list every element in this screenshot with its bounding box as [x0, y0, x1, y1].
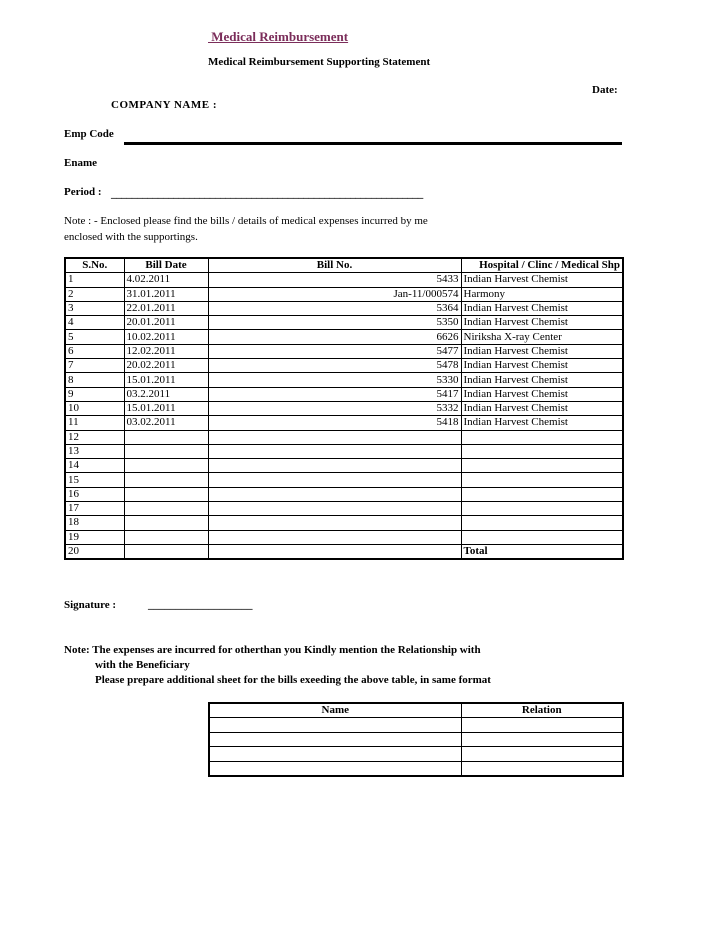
hospital-cell: Indian Harvest Chemist — [461, 344, 623, 358]
sno-cell: 15 — [65, 473, 124, 487]
hospital-cell — [461, 444, 623, 458]
bill-date-cell — [124, 544, 208, 559]
bill-date-cell — [124, 459, 208, 473]
relationship-note-line-1: Note: The expenses are incurred for otherthan you Kindly mention the Relationship with — [64, 644, 481, 656]
ename-label: Ename — [64, 157, 97, 169]
sno-cell: 13 — [65, 444, 124, 458]
bill-date-cell — [124, 444, 208, 458]
hospital-cell — [461, 502, 623, 516]
relation-row — [209, 732, 623, 747]
bill-date-cell: 31.01.2011 — [124, 287, 208, 301]
bill-date-cell: 15.01.2011 — [124, 373, 208, 387]
bill-no-cell: 5478 — [208, 359, 461, 373]
table-row — [65, 416, 623, 430]
name-cell — [209, 732, 461, 747]
hospital-cell: Indian Harvest Chemist — [461, 416, 623, 430]
name-cell — [209, 718, 461, 733]
bill-date-cell: 03.2.2011 — [124, 387, 208, 401]
header-bill-date: Bill Date — [124, 258, 208, 273]
table-row — [65, 459, 623, 473]
relation-cell — [461, 732, 623, 747]
header-name: Name — [209, 703, 461, 718]
bill-no-cell — [208, 487, 461, 501]
sno-cell: 14 — [65, 459, 124, 473]
relationship-note — [64, 643, 491, 688]
table-row — [65, 301, 623, 315]
note-line-2: enclosed with the supportings. — [64, 231, 198, 243]
sno-cell: 2 — [65, 287, 124, 301]
hospital-cell: Total — [461, 544, 623, 559]
relation-cell — [461, 747, 623, 762]
note-line-1: Note : - Enclosed please find the bills / details of medical expenses incurred by me — [64, 215, 428, 227]
hospital-cell: Indian Harvest Chemist — [461, 401, 623, 415]
hospital-cell: Indian Harvest Chemist — [461, 387, 623, 401]
header-sno: S.No. — [65, 258, 124, 273]
sno-cell: 11 — [65, 416, 124, 430]
sno-cell: 9 — [65, 387, 124, 401]
table-row — [65, 359, 623, 373]
bill-date-cell — [124, 473, 208, 487]
bill-no-cell: 6626 — [208, 330, 461, 344]
table-row — [65, 444, 623, 458]
bills-table — [64, 257, 624, 560]
bill-no-cell: 5332 — [208, 401, 461, 415]
hospital-cell — [461, 530, 623, 544]
relationship-note-line-3: Please prepare additional sheet for the bills exeeding the above table, in same format — [95, 674, 491, 686]
table-row — [65, 516, 623, 530]
table-row — [65, 373, 623, 387]
relation-table-header — [209, 703, 623, 718]
date-label: Date: — [592, 84, 618, 96]
bill-date-cell: 20.01.2011 — [124, 316, 208, 330]
table-row — [65, 316, 623, 330]
bill-no-cell: 5477 — [208, 344, 461, 358]
relation-row — [209, 761, 623, 776]
sno-cell: 19 — [65, 530, 124, 544]
hospital-cell — [461, 430, 623, 444]
sno-cell: 7 — [65, 359, 124, 373]
bill-date-cell — [124, 530, 208, 544]
header-bill-no: Bill No. — [208, 258, 461, 273]
relation-table — [208, 702, 624, 777]
bill-no-cell: Jan-11/000574 — [208, 287, 461, 301]
name-cell — [209, 747, 461, 762]
bill-no-cell — [208, 430, 461, 444]
bill-date-cell: 10.02.2011 — [124, 330, 208, 344]
bill-no-cell — [208, 459, 461, 473]
sno-cell: 6 — [65, 344, 124, 358]
bill-no-cell: 5433 — [208, 273, 461, 287]
hospital-cell: Indian Harvest Chemist — [461, 316, 623, 330]
sno-cell: 18 — [65, 516, 124, 530]
bill-date-cell — [124, 430, 208, 444]
sno-cell: 10 — [65, 401, 124, 415]
sno-cell: 20 — [65, 544, 124, 559]
hospital-cell — [461, 473, 623, 487]
table-row — [65, 273, 623, 287]
table-row — [65, 287, 623, 301]
header-relation: Relation — [461, 703, 623, 718]
table-row — [65, 430, 623, 444]
table-row — [65, 502, 623, 516]
table-row — [65, 544, 623, 559]
bill-no-cell: 5418 — [208, 416, 461, 430]
table-row — [65, 401, 623, 415]
hospital-cell — [461, 487, 623, 501]
emp-code-line — [124, 142, 622, 145]
hospital-cell: Indian Harvest Chemist — [461, 301, 623, 315]
table-row — [65, 530, 623, 544]
bill-no-cell: 5350 — [208, 316, 461, 330]
bill-date-cell — [124, 502, 208, 516]
sno-cell: 17 — [65, 502, 124, 516]
emp-code-label: Emp Code — [64, 128, 114, 140]
header-hospital: Hospital / Clinc / Medical Shp — [461, 258, 623, 273]
hospital-cell — [461, 516, 623, 530]
sno-cell: 5 — [65, 330, 124, 344]
sno-cell: 8 — [65, 373, 124, 387]
bill-no-cell: 5417 — [208, 387, 461, 401]
hospital-cell: Indian Harvest Chemist — [461, 373, 623, 387]
bill-date-cell: 22.01.2011 — [124, 301, 208, 315]
bill-no-cell — [208, 516, 461, 530]
sno-cell: 1 — [65, 273, 124, 287]
bill-date-cell: 03.02.2011 — [124, 416, 208, 430]
period-label: Period : — [64, 186, 102, 198]
period-line: ____________________________________________________________ — [111, 188, 424, 200]
table-row — [65, 487, 623, 501]
relation-cell — [461, 718, 623, 733]
name-cell — [209, 761, 461, 776]
bill-date-cell — [124, 487, 208, 501]
bill-date-cell: 15.01.2011 — [124, 401, 208, 415]
bills-table-header — [65, 258, 623, 273]
company-name-label: COMPANY NAME : — [111, 99, 217, 111]
note-text — [64, 213, 484, 245]
bill-no-cell — [208, 544, 461, 559]
bill-no-cell — [208, 502, 461, 516]
signature-line: ___________________ — [148, 599, 253, 611]
relation-row — [209, 718, 623, 733]
hospital-cell: Indian Harvest Chemist — [461, 273, 623, 287]
relation-cell — [461, 761, 623, 776]
bill-no-cell — [208, 530, 461, 544]
bill-date-cell: 20.02.2011 — [124, 359, 208, 373]
bill-date-cell: 4.02.2011 — [124, 273, 208, 287]
hospital-cell: Niriksha X-ray Center — [461, 330, 623, 344]
page-subtitle: Medical Reimbursement Supporting Statement — [208, 56, 431, 68]
bill-no-cell — [208, 473, 461, 487]
bill-date-cell: 12.02.2011 — [124, 344, 208, 358]
table-row — [65, 387, 623, 401]
sno-cell: 16 — [65, 487, 124, 501]
relationship-note-line-2: with the Beneficiary — [95, 659, 190, 671]
bill-no-cell: 5364 — [208, 301, 461, 315]
table-row — [65, 473, 623, 487]
bill-date-cell — [124, 516, 208, 530]
sno-cell: 4 — [65, 316, 124, 330]
relation-row — [209, 747, 623, 762]
sno-cell: 12 — [65, 430, 124, 444]
hospital-cell: Harmony — [461, 287, 623, 301]
page-title: Medical Reimbursement — [208, 29, 349, 44]
table-row — [65, 330, 623, 344]
hospital-cell — [461, 459, 623, 473]
bill-no-cell: 5330 — [208, 373, 461, 387]
bill-no-cell — [208, 444, 461, 458]
table-row — [65, 344, 623, 358]
signature-label: Signature : — [64, 599, 117, 611]
hospital-cell: Indian Harvest Chemist — [461, 359, 623, 373]
sno-cell: 3 — [65, 301, 124, 315]
